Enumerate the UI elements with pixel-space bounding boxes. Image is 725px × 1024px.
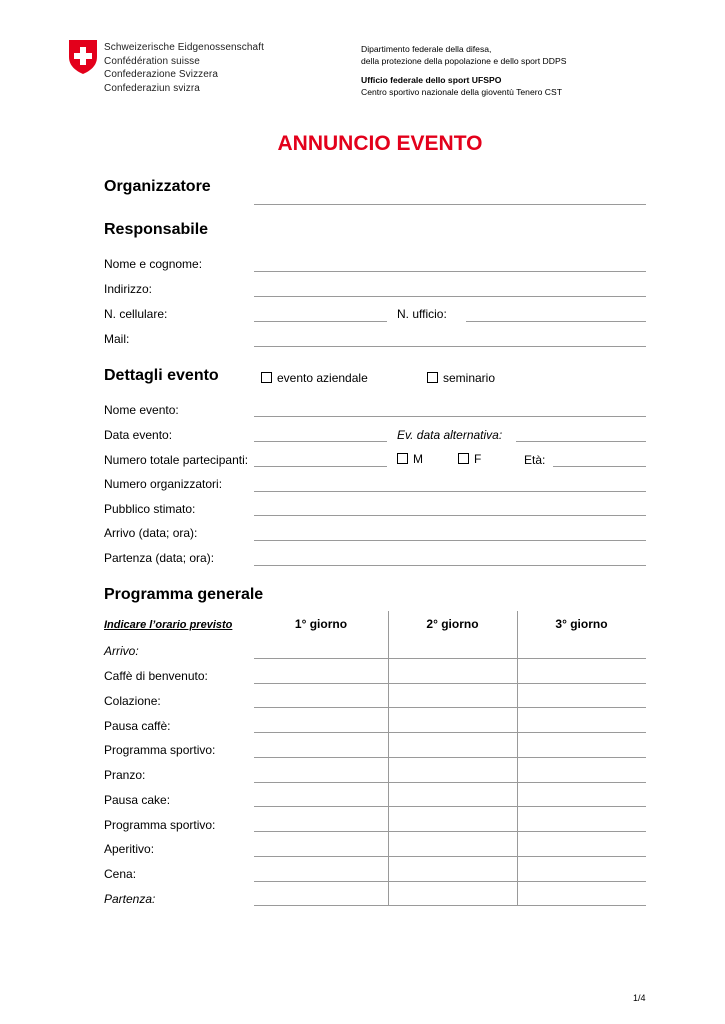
table-row-line[interactable] [254,856,646,857]
office-phone-label: N. ufficio: [397,307,447,321]
federal-name-rm: Confederaziun svizra [104,82,200,94]
heading-dettagli-evento: Dettagli evento [104,367,219,384]
document-title: ANNUNCIO EVENTO [277,132,483,155]
table-row-line[interactable] [254,806,646,807]
row-label-pranzo: Pranzo: [104,768,146,782]
row-label-arrivo: Arrivo: [104,644,139,658]
mail-field[interactable] [254,346,646,347]
federal-name-fr: Confédération suisse [104,55,200,67]
row-label-caffe-benvenuto: Caffè di benvenuto: [104,669,208,683]
participants-field[interactable] [254,466,387,467]
heading-organizzatore: Organizzatore [104,178,211,195]
participants-label: Numero totale partecipanti: [104,453,249,467]
arrival-label: Arrivo (data; ora): [104,526,198,540]
checkbox-icon [397,453,408,464]
address-label: Indirizzo: [104,282,153,296]
table-row-line[interactable] [254,658,646,659]
checkbox-female[interactable] [458,452,481,466]
checkbox-icon [261,372,272,383]
table-row-line[interactable] [254,831,646,832]
address-field[interactable] [254,296,646,297]
mobile-label: N. cellulare: [104,307,168,321]
name-field[interactable] [254,271,646,272]
alt-date-label: Ev. data alternativa: [397,428,503,442]
departure-label: Partenza (data; ora): [104,551,215,565]
department-line-1: Dipartimento federale della difesa, [361,44,492,54]
heading-programma-generale: Programma generale [104,586,264,603]
mail-label: Mail: [104,332,130,346]
option-seminar-label: seminario [443,371,496,385]
audience-label: Pubblico stimato: [104,502,196,516]
checkbox-seminario[interactable] [427,371,495,385]
office-phone-field[interactable] [466,321,646,322]
table-row-line[interactable] [254,881,646,882]
row-label-programma-sportivo-1: Programma sportivo: [104,743,216,757]
column-day-3: 3° giorno [555,617,608,631]
row-label-colazione: Colazione: [104,694,161,708]
audience-field[interactable] [254,515,646,516]
option-corporate-label: evento aziendale [277,371,368,385]
table-row-line[interactable] [254,782,646,783]
office-name: Ufficio federale dello sport UFSPO [361,75,502,85]
column-day-1: 1° giorno [294,617,348,631]
age-label: Età: [524,453,546,467]
federal-name-de: Schweizerische Eidgenossenschaft [104,42,264,53]
column-day-2: 2° giorno [426,617,479,631]
age-field[interactable] [553,466,646,467]
row-label-pausa-caffe: Pausa caffè: [104,719,171,733]
event-date-field[interactable] [254,441,387,442]
mobile-field[interactable] [254,321,387,322]
name-label: Nome e cognome: [104,257,203,271]
table-row-line[interactable] [254,732,646,733]
departure-field[interactable] [254,565,646,566]
female-label: F [474,452,482,466]
department-block [361,44,566,67]
checkbox-male[interactable] [397,452,423,466]
office-block [361,75,562,98]
alt-date-field[interactable] [516,441,646,442]
table-row-line[interactable] [254,757,646,758]
event-date-label: Data evento: [104,428,173,442]
table-divider [517,611,518,905]
organizers-label: Numero organizzatori: [104,477,223,491]
checkbox-icon [458,453,469,464]
event-name-label: Nome evento: [104,403,179,417]
organizzatore-field[interactable] [254,204,646,205]
row-label-cena: Cena: [104,867,137,881]
row-label-partenza: Partenza: [104,892,156,906]
federal-name-it: Confederazione Svizzera [104,69,219,80]
checkbox-evento-aziendale[interactable] [261,371,368,385]
male-label: M [413,452,423,466]
arrival-field[interactable] [254,540,646,541]
table-row-line[interactable] [254,683,646,684]
row-label-pausa-cake: Pausa cake: [104,793,171,807]
page-number: 1/4 [633,993,646,1003]
table-row-line[interactable] [254,707,646,708]
table-row-line[interactable] [254,905,646,906]
checkbox-icon [427,372,438,383]
office-centre: Centro sportivo nazionale della gioventù Tenero CST [361,86,562,97]
heading-responsabile: Responsabile [104,221,209,238]
swiss-cross-icon [67,39,99,75]
table-divider [388,611,389,905]
row-label-programma-sportivo-2: Programma sportivo: [104,818,216,832]
row-label-aperitivo: Aperitivo: [104,842,155,856]
time-hint: Indicare l’orario previsto [104,619,233,631]
federal-name-block [104,41,264,95]
organizers-field[interactable] [254,491,646,492]
event-name-field[interactable] [254,416,646,417]
department-line-2: della protezione della popolazione e dello sport DDPS [361,55,567,66]
